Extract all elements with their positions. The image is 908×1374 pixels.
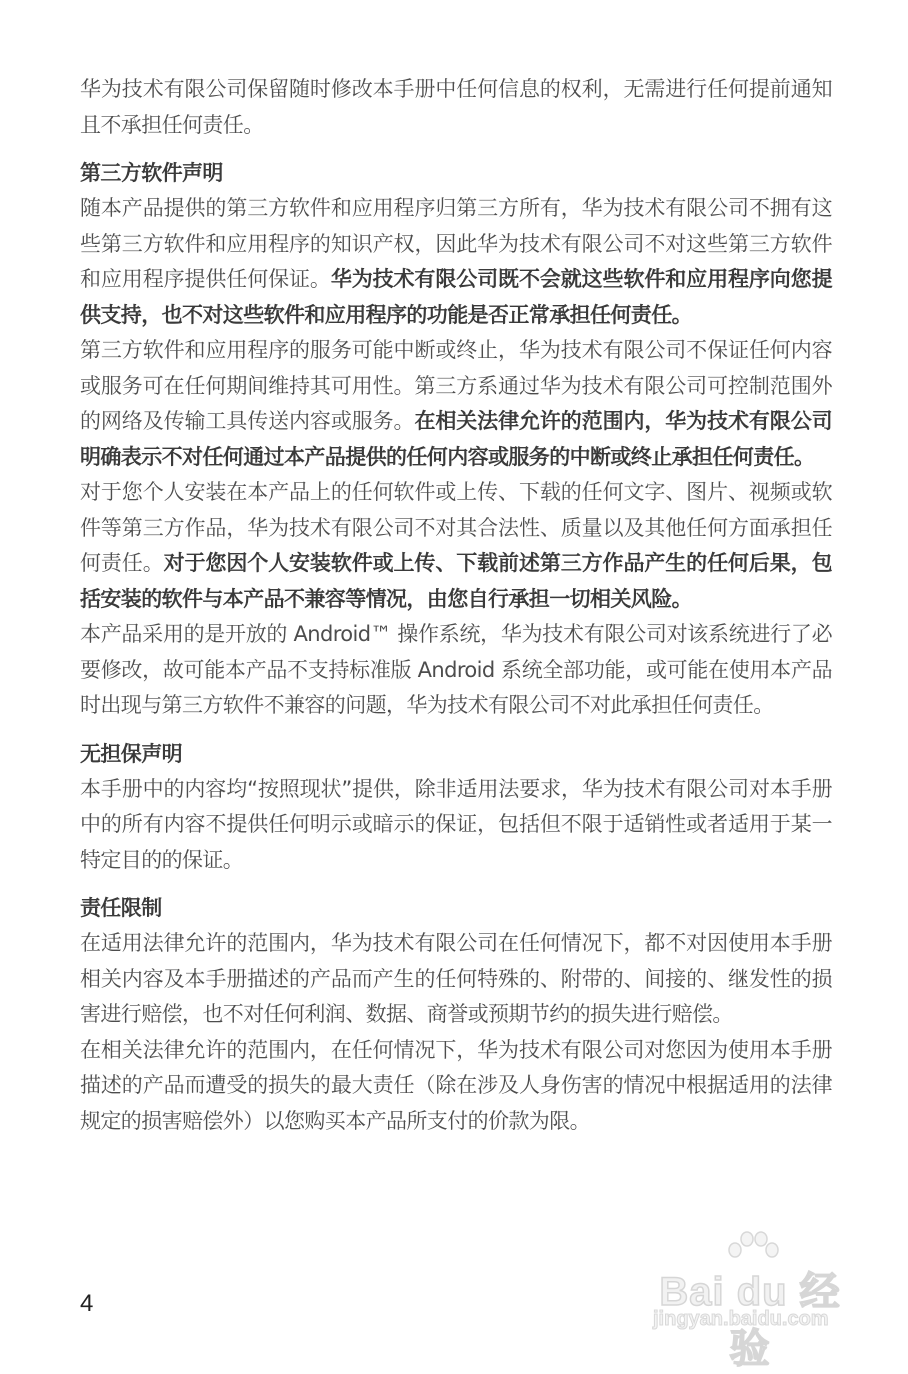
paragraph: 随本产品提供的第三方软件和应用程序归第三方所有，华为技术有限公司不拥有这些第三方软件和应用程序的知识产权，因此华为技术有限公司不对这些第三方软件和应用程序提供任何保证。华为技术有限公司既不会就这些软件和应用程序向您提供支持，也不对这些软件和应用程序的功能是否正常承担任何责任。 [80,196,832,327]
paragraph: 对于您个人安装在本产品上的任何软件或上传、下载的任何文字、图片、视频或软件等第三方作品，华为技术有限公司不对其合法性、质量以及其他任何方面承担任何责任。对于您因个人安装软件或上传、下载前述第三方作品产生的任何后果，包括安装的软件与本产品不兼容等情况，由您自行承担一切相关风险。 [80,480,832,611]
intro-paragraph: 华为技术有限公司保留随时修改本手册中任何信息的权利，无需进行任何提前通知且不承担任何责任。 [80,77,832,137]
section-heading-no-warranty: 无担保声明 [80,741,182,766]
paragraph: 本手册中的内容均“按照现状”提供，除非适用法要求，华为技术有限公司对本手册中的所有内容不提供任何明示或暗示的保证，包括但不限于适销性或者适用于某一特定目的的保证。 [80,776,832,872]
paragraph: 在适用法律允许的范围内，华为技术有限公司在任何情况下，都不对因使用本手册相关内容及本手册描述的产品而产生的任何特殊的、附带的、间接的、继发性的损害进行赔偿，也不对任何利润、数据、商誉或预期节约的损失进行赔偿。 [80,931,832,1026]
page-number: 4 [80,1290,94,1317]
watermark-logo: Bai du 经验 [659,1270,841,1371]
paragraph: 在相关法律允许的范围内，在任何情况下，华为技术有限公司对您因为使用本手册描述的产品而遭受的损失的最大责任（除在涉及人身伤害的情况中根据适用的法律规定的损害赔偿外）以您购买本产品所支付的价款为限。 [80,1037,832,1133]
section-heading-liability: 责任限制 [80,896,162,920]
paragraph: 第三方软件和应用程序的服务可能中断或终止，华为技术有限公司不保证任何内容或服务可在任何期间维持其可用性。第三方系通过华为技术有限公司可控制范围外的网络及传输工具传送内容或服务。在相关法律允许的范围内，华为技术有限公司明确表示不对任何通过本产品提供的任何内容或服务的中断或终止承担任何责任。 [80,338,833,469]
baidu-watermark [645,1230,855,1371]
watermark-url: jingyan.baidu.com [653,1308,829,1330]
section-heading-third-party: 第三方软件声明 [80,161,223,185]
paragraph: 本产品采用的是开放的 Android™ 操作系统，华为技术有限公司对该系统进行了必要修改，故可能本产品不支持标准版 Android 系统全部功能，或可能在使用本产品时出现与第三方软件不兼容的问题，华为技术有限公司不对此承担任何责任。 [80,622,832,717]
document-page [80,72,832,1139]
